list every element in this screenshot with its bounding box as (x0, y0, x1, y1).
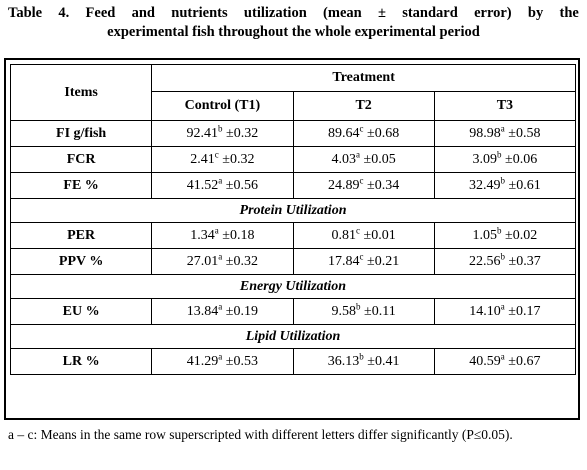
cell-error: ±0.32 (225, 253, 258, 269)
table-cell (293, 173, 434, 199)
table-row (11, 121, 576, 147)
table-row (11, 349, 576, 375)
cell-mean: 36.13 (327, 353, 360, 369)
column-header: T3 (434, 92, 575, 121)
table-cell (152, 249, 293, 275)
treatment-header: Treatment (152, 65, 576, 92)
table-row (11, 147, 576, 173)
cell-mean: 17.84 (328, 253, 360, 269)
cell-superscript: c (214, 148, 219, 159)
row-label: PPV % (11, 249, 152, 275)
cell-mean: 3.09 (472, 151, 498, 167)
cell-error: ±0.37 (508, 253, 541, 269)
cell-superscript: b (497, 148, 502, 159)
cell-mean: 41.52 (186, 177, 219, 193)
cell-superscript: b (218, 122, 223, 133)
cell-error: ±0.06 (505, 151, 538, 167)
cell-mean: 89.64 (328, 125, 360, 141)
table-cell (152, 121, 293, 147)
table-cell (434, 249, 575, 275)
row-label: FE % (11, 173, 152, 199)
cell-superscript: a (218, 300, 223, 311)
cell-mean: 1.05 (472, 227, 498, 243)
caption-word: (mean (323, 5, 362, 21)
caption-word: standard (402, 5, 458, 21)
table-cell (293, 147, 434, 173)
cell-error: ±0.18 (222, 227, 255, 243)
cell-superscript: b (500, 250, 506, 261)
table-caption (8, 4, 579, 42)
cell-superscript: a (218, 174, 223, 185)
cell-superscript: a (218, 350, 223, 361)
caption-word: Table (8, 5, 43, 21)
cell-superscript: a (500, 350, 505, 361)
cell-superscript: b (497, 224, 502, 235)
cell-superscript: a (356, 148, 361, 159)
table-cell (293, 349, 434, 375)
table-cell (152, 147, 293, 173)
table-row (11, 299, 576, 325)
table-cell (152, 349, 293, 375)
cell-error: ±0.19 (225, 303, 258, 319)
table-row (11, 173, 576, 199)
cell-error: ±0.56 (225, 177, 258, 193)
row-label: LR % (11, 349, 152, 375)
data-table (10, 64, 576, 375)
header-row-1 (11, 65, 576, 92)
cell-mean: 27.01 (186, 253, 219, 269)
cell-mean: 24.89 (328, 177, 360, 193)
row-label: FCR (11, 147, 152, 173)
cell-error: ±0.61 (508, 177, 541, 193)
cell-superscript: b (359, 350, 364, 361)
section-row (11, 325, 576, 349)
cell-mean: 0.81 (331, 227, 357, 243)
section-title: Energy Utilization (11, 275, 576, 299)
cell-superscript: b (500, 174, 506, 185)
items-header: Items (11, 65, 152, 121)
cell-superscript: a (218, 250, 223, 261)
cell-error: ±0.11 (364, 303, 396, 319)
cell-superscript: a (500, 122, 505, 133)
cell-superscript: c (359, 250, 364, 261)
table-cell (293, 121, 434, 147)
caption-word: the (559, 5, 579, 21)
cell-error: ±0.32 (226, 125, 259, 141)
table-cell (293, 223, 434, 249)
table-row (11, 223, 576, 249)
table-cell (434, 349, 575, 375)
cell-error: ±0.53 (225, 353, 258, 369)
table-cell (152, 173, 293, 199)
cell-error: ±0.02 (505, 227, 538, 243)
cell-error: ±0.01 (363, 227, 396, 243)
row-label: FI g/fish (11, 121, 152, 147)
cell-error: ±0.34 (367, 177, 400, 193)
table-cell (293, 249, 434, 275)
cell-superscript: b (356, 300, 361, 311)
table-cell (152, 299, 293, 325)
cell-mean: 40.59 (469, 353, 501, 369)
cell-mean: 32.49 (469, 177, 501, 193)
section-title: Protein Utilization (11, 199, 576, 223)
cell-mean: 13.84 (186, 303, 219, 319)
table-frame (4, 58, 580, 420)
row-label: EU % (11, 299, 152, 325)
cell-error: ±0.67 (508, 353, 541, 369)
cell-mean: 1.34 (190, 227, 215, 243)
cell-superscript: c (359, 174, 364, 185)
table-cell (293, 299, 434, 325)
table-cell (434, 223, 575, 249)
caption-line-2: experimental fish throughout the whole experimental period (107, 24, 480, 40)
cell-mean: 98.98 (469, 125, 501, 141)
cell-error: ±0.17 (508, 303, 541, 319)
cell-mean: 22.56 (469, 253, 501, 269)
cell-superscript: c (359, 122, 364, 133)
section-title: Lipid Utilization (11, 325, 576, 349)
cell-error: ±0.21 (367, 253, 400, 269)
caption-word: and (131, 5, 155, 21)
caption-word: utilization (243, 5, 307, 21)
table-cell (152, 223, 293, 249)
cell-error: ±0.32 (222, 151, 255, 167)
caption-line-1 (8, 4, 579, 23)
cell-mean: 4.03 (331, 151, 357, 167)
section-row (11, 275, 576, 299)
cell-superscript: a (500, 300, 505, 311)
cell-mean: 9.58 (331, 303, 357, 319)
cell-superscript: c (356, 224, 361, 235)
caption-word: by (527, 5, 544, 21)
table-row (11, 249, 576, 275)
column-header: T2 (293, 92, 434, 121)
cell-mean: 2.41 (190, 151, 215, 167)
caption-word: nutrients (171, 5, 228, 21)
footnote: a – c: Means in the same row superscripted with different letters differ significantly (P≤0.05). (8, 427, 513, 442)
column-header: Control (T1) (152, 92, 293, 121)
caption-word: Feed (85, 5, 116, 21)
table-cell (434, 173, 575, 199)
row-label: PER (11, 223, 152, 249)
cell-error: ±0.68 (367, 125, 400, 141)
cell-error: ±0.58 (508, 125, 541, 141)
section-row (11, 199, 576, 223)
caption-word: 4. (58, 5, 70, 21)
caption-word: error) (474, 5, 512, 21)
cell-superscript: a (214, 224, 219, 235)
caption-word: ± (377, 5, 386, 21)
cell-error: ±0.41 (367, 353, 400, 369)
cell-mean: 14.10 (469, 303, 501, 319)
cell-mean: 41.29 (186, 353, 219, 369)
table-cell (434, 147, 575, 173)
cell-mean: 92.41 (186, 125, 219, 141)
table-cell (434, 121, 575, 147)
table-cell (434, 299, 575, 325)
cell-error: ±0.05 (363, 151, 396, 167)
